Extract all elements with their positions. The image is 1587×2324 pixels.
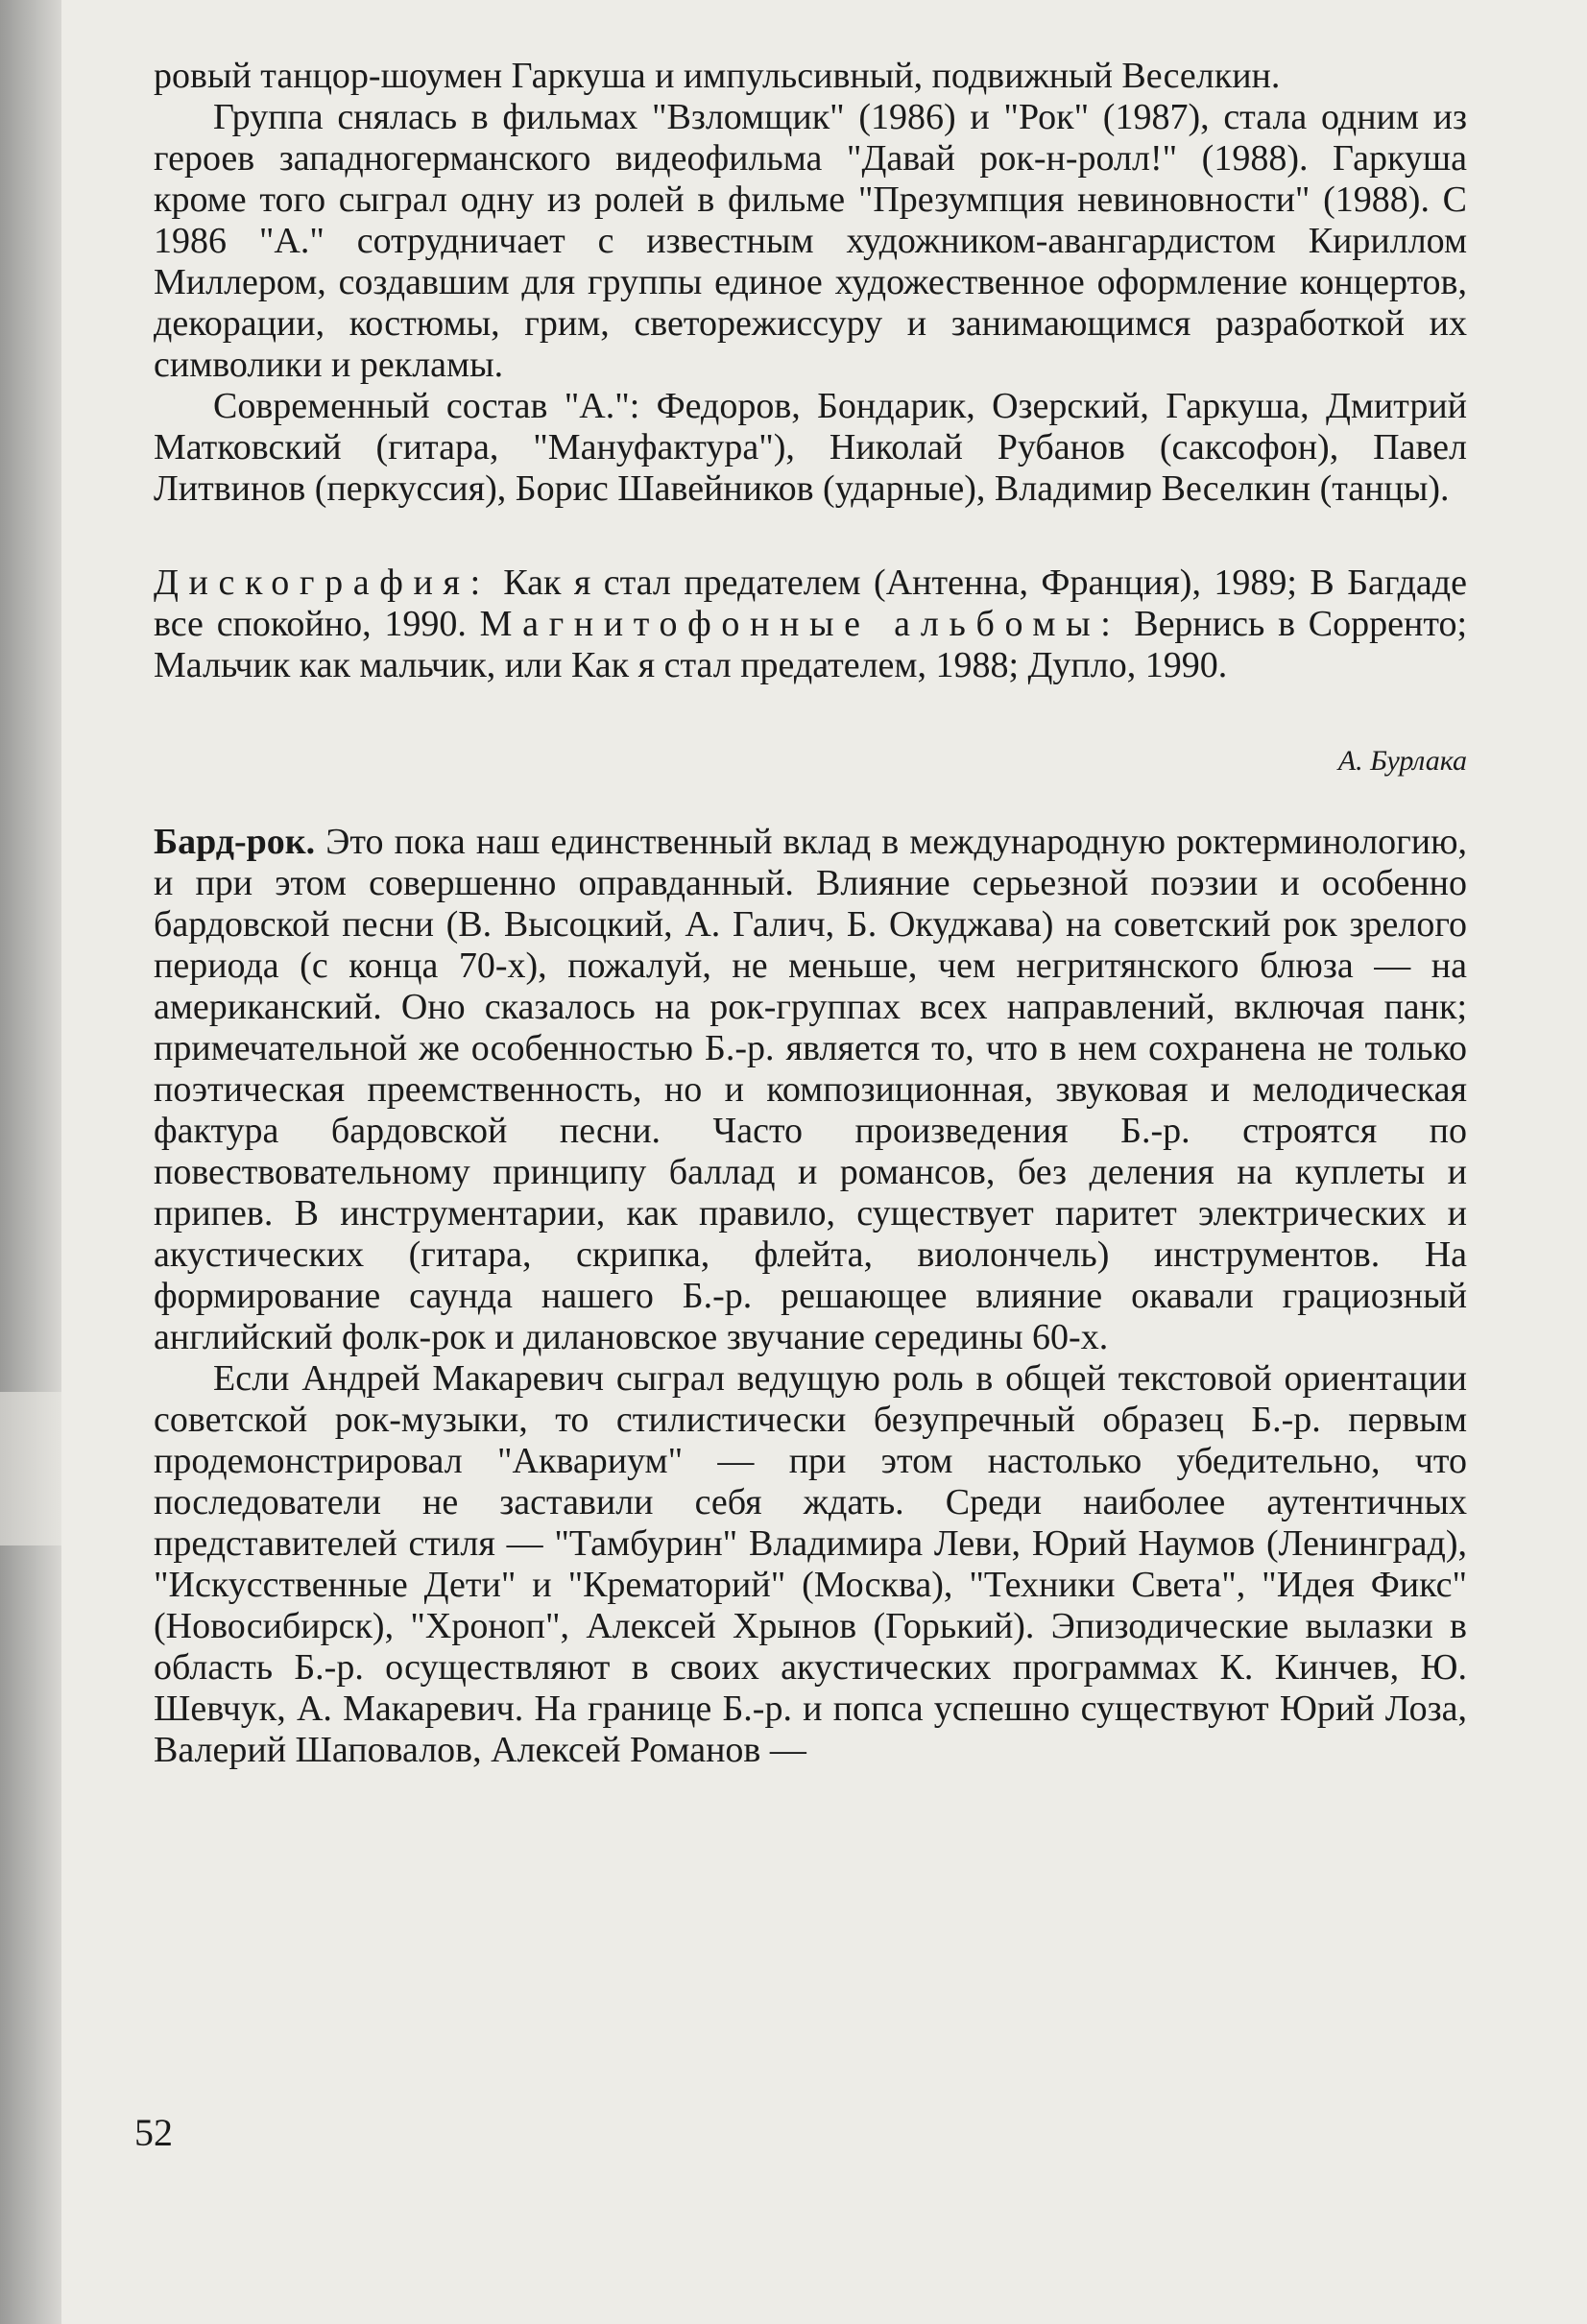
entry-bard-rock-paragraph-2: Если Андрей Макаревич сыграл ведущую роль в общей текстовой ориентации советской рок-музыки, то стилистически безупречный образец Б.-р. первым продемонстрировал "Аквариум" — при этом настолько убедительно, что последователи не заставили себя ждать. Среди наиболее аутентичных представителей стиля — "Тамбурин" Владимира Леви, Юрий Наумов (Ленинград), "Искусственные Дети" и "Крематорий" (Москва), "Техники Света", "Идея Фикс" (Новосибирск), "Хроноп", Алексей Хрынов (Горький). Эпизодические вылазки в область Б.-р. осуществляют в своих акустических программах К. Кинчев, Ю. Шевчук, А. Макаревич. На границе Б.-р. и попса успешно существуют Юрий Лоза, Валерий Шаповалов, Алексей Романов — [154,1358,1467,1770]
discography [154,563,1467,686]
page-number: 52 [134,2111,173,2154]
discography-label-tape-albums: Магнитофонные альбомы: [479,604,1121,644]
author-signature: А. Бурлака [1337,745,1467,777]
page-binding-shadow [0,0,61,2324]
page-text-column [154,56,1467,1771]
paragraph-continuation: ровый танцор-шоумен Гаркуша и импульсивный, подвижный Веселкин. [154,56,1281,96]
entry-term: Бард-рок. [154,822,316,862]
entry-bard-rock-intro [154,822,1467,1358]
binding-light-gap [0,1392,61,1545]
discography-label: Дискография: [154,563,491,603]
discography-text-1: Как я стал предателем (Антенна, Франция), 1989; В Багдаде все спокойно, 1990. [154,563,1467,644]
paragraph-films: Группа снялась в фильмах "Взломщик" (1986) и "Рок" (1987), стала одним из героев западногерманского видеофильма "Давай рок-н-ролл!" (1988). Гаркуша кроме того сыграл одну из ролей в фильме "Презумпция невиновности" (1988). С 1986 "А." сотрудничает с известным художником-авангардистом Кириллом Миллером, создавшим для группы единое художественное оформление концертов, декорации, костюмы, грим, светорежиссуру и занимающимся разработкой их символики и рекламы. [154,97,1467,385]
paragraph-lineup: Современный состав "А.": Федоров, Бондарик, Озерский, Гаркуша, Дмитрий Матковский (гитара, "Мануфактура"), Николай Рубанов (саксофон), Павел Литвинов (перкуссия), Борис Шавейников (ударные), Владимир Веселкин (танцы). [154,386,1467,509]
discography-text-2: Вернись в Сорренто; Мальчик как мальчик, или Как я стал предателем, 1988; Дупло, 1990. [154,604,1468,685]
entry-text-1: Это пока наш единственный вклад в международную роктерминологию, и при этом совершенно оправданный. Влияние серьезной поэзии и особенно бардовской песни (В. Высоцкий, А. Галич, Б. Окуджава) на советский рок зрелого периода (с конца 70-х), пожалуй, не меньше, чем негритянского блюза — на американский. Оно сказалось на рок-группах всех направлений, включая панк; примечательной же особенностью Б.-р. является то, что в нем сохранена не только поэтическая преемственность, но и композиционная, звуковая и мелодическая фактура бардовской песни. Часто произведения Б.-р. строятся по повествовательному принципу баллад и романсов, без деления на куплеты и припев. В инструментарии, как правило, существует паритет электрических и акустических (гитара, скрипка, флейта, виолончель) инструментов. На формирование саунда нашего Б.-р. решающее влияние окавали грациозный английский фолк-рок и дилановское звучание середины 60-х. [154,822,1467,1357]
